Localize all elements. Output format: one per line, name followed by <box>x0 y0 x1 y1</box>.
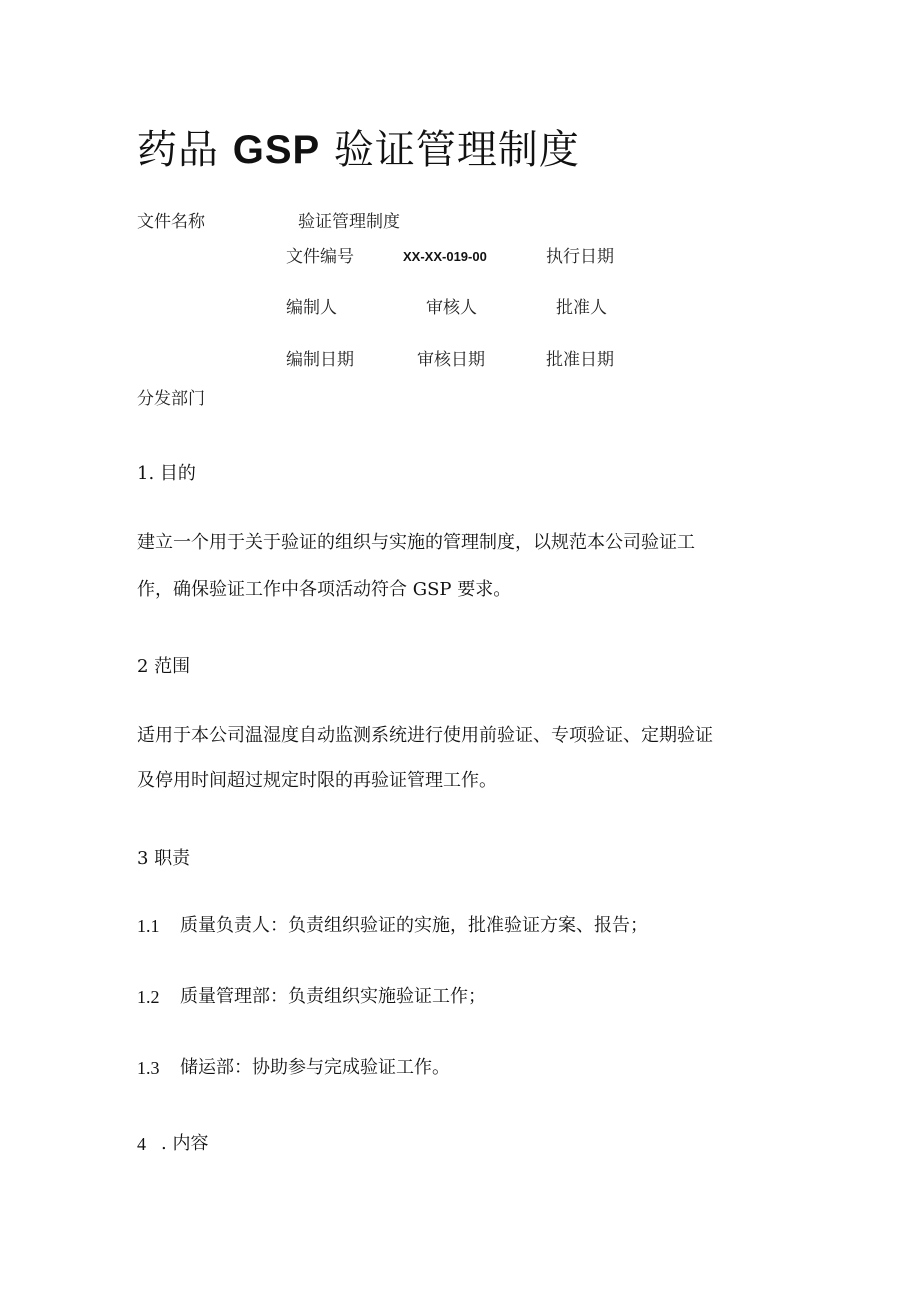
reviewed-date-label: 审核日期 <box>417 350 485 370</box>
file-number-value: XX-XX-019-00 <box>403 249 487 264</box>
scope-line-1: 适用于本公司温湿度自动监测系统进行使用前验证、专项验证、定期验证 <box>137 725 713 746</box>
purpose-line-1: 建立一个用于关于验证的组织与实施的管理制度，以规范本公司验证工 <box>137 532 695 553</box>
duty-3-number: 1.3 <box>137 1058 160 1078</box>
duty-2-number: 1.2 <box>137 987 160 1007</box>
duty-1-text: 质量负责人：负责组织验证的实施，批准验证方案、报告； <box>180 915 648 936</box>
prepared-by-label: 编制人 <box>286 298 337 318</box>
duty-1-number: 1.1 <box>137 916 160 936</box>
distribution-label: 分发部门 <box>137 389 205 409</box>
scope-line-2: 及停用时间超过规定时限的再验证管理工作。 <box>137 770 497 791</box>
document-title <box>137 122 580 178</box>
purpose-heading: 1. 目的 <box>137 463 196 484</box>
reviewed-by-label: 审核人 <box>426 298 477 318</box>
approved-by-label: 批准人 <box>556 298 607 318</box>
duty-2-text: 质量管理部：负责组织实施验证工作； <box>180 986 486 1007</box>
file-name-value: 验证管理制度 <box>298 212 400 232</box>
title-latin: GSP <box>232 128 321 172</box>
file-number-label: 文件编号 <box>286 247 354 267</box>
content-heading-number: 4 <box>137 1134 146 1154</box>
title-suffix: 验证管理制度 <box>333 127 580 173</box>
prepared-date-label: 编制日期 <box>286 350 354 370</box>
effective-date-label: 执行日期 <box>546 247 614 267</box>
purpose-line-2: 作，确保验证工作中各项活动符合 GSP 要求。 <box>137 579 512 600</box>
duties-heading: 3 职责 <box>137 848 191 869</box>
approved-date-label: 批准日期 <box>546 350 614 370</box>
scope-heading: 2 范围 <box>137 656 191 677</box>
file-name-label: 文件名称 <box>137 212 205 232</box>
title-prefix: 药品 <box>137 127 219 173</box>
duty-3-text: 储运部：协助参与完成验证工作。 <box>180 1057 450 1078</box>
content-heading-text: . 内容 <box>161 1133 209 1154</box>
